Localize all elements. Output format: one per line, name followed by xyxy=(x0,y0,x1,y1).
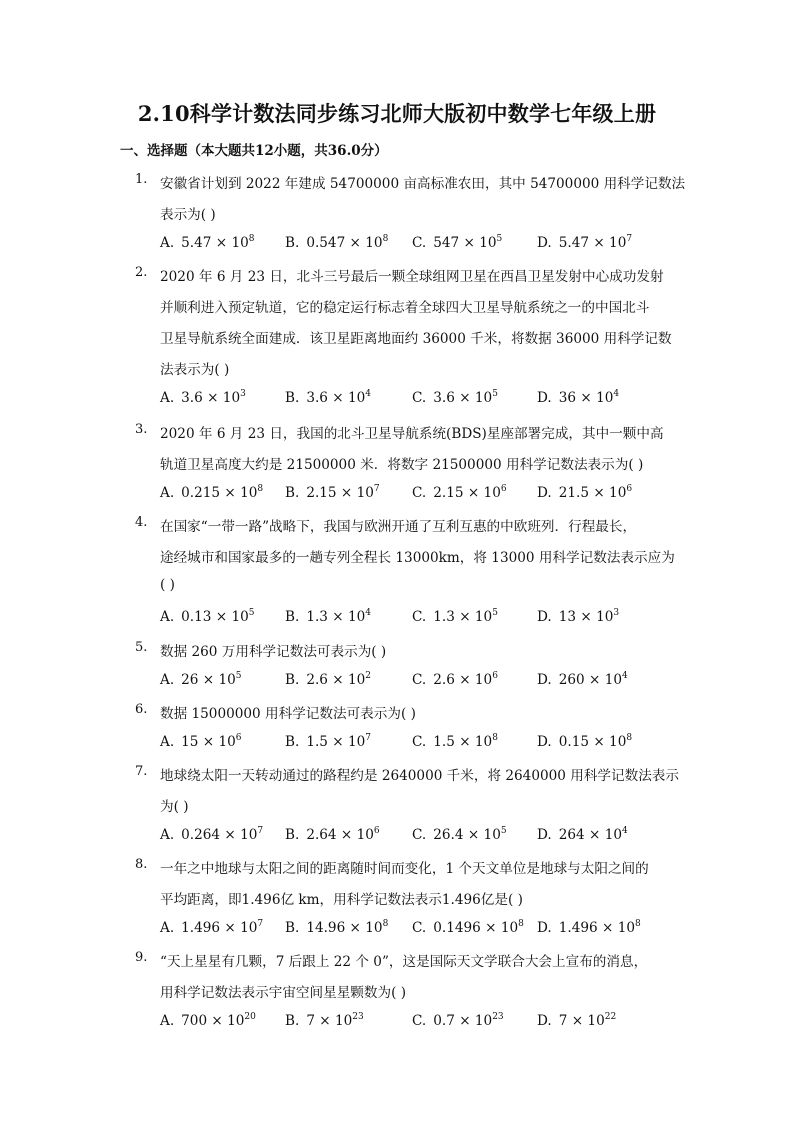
option-label: C. xyxy=(412,920,427,936)
option-exponent: 5 xyxy=(235,671,242,681)
answer-option-a[interactable] xyxy=(160,1012,256,1029)
option-label: B. xyxy=(285,390,300,406)
option-label: C. xyxy=(412,485,427,501)
question-number: 7. xyxy=(135,764,148,779)
question-number: 1. xyxy=(135,172,148,187)
answer-option-c[interactable] xyxy=(412,484,507,501)
question-text-line: 并顺利进入预定轨道，它的稳定运行标志着全球四大卫星导航系统之一的中国北斗 xyxy=(160,300,650,316)
question-text-line: 地球绕太阳一天转动通过的路程约是 2640000 千米，将 2640000 用科学记数法表示 xyxy=(160,768,679,784)
question-item xyxy=(135,950,675,1043)
answer-option-c[interactable] xyxy=(412,608,498,625)
answer-option-c[interactable] xyxy=(412,1012,504,1029)
answer-option-c[interactable] xyxy=(412,919,524,936)
answer-option-b[interactable] xyxy=(285,389,371,406)
question-text-line: 数据 260 万用科学记数法可表示为( ) xyxy=(160,644,387,660)
question-text-line: 安徽省计划到 2022 年建成 54700000 亩高标准农田，其中 54700000 用科学记数法 xyxy=(160,176,686,192)
answer-option-a[interactable] xyxy=(160,234,254,251)
option-label: B. xyxy=(285,1013,300,1029)
option-exponent: 8 xyxy=(626,733,633,743)
option-label: C. xyxy=(412,672,427,688)
option-label: A. xyxy=(160,920,175,936)
option-value: 1.496 × 10 xyxy=(558,920,635,936)
question-item xyxy=(135,640,675,702)
option-value: 3.6 × 10 xyxy=(433,390,493,406)
answer-option-d[interactable] xyxy=(537,1012,616,1029)
question-text-line: 2020 年 6 月 23 日，北斗三号最后一颗全球组网卫星在西昌卫星发射中心成功发射 xyxy=(160,269,664,285)
option-exponent: 3 xyxy=(240,389,246,399)
option-label: A. xyxy=(160,827,175,843)
option-exponent: 7 xyxy=(257,919,264,929)
question-text-line: 用科学记数法表示宇宙空间星星颗数为( ) xyxy=(160,985,407,1001)
answer-option-a[interactable] xyxy=(160,389,246,406)
option-label: D. xyxy=(537,235,552,251)
option-exponent: 5 xyxy=(248,608,255,618)
answer-option-a[interactable] xyxy=(160,919,263,936)
option-exponent: 23 xyxy=(492,1012,504,1022)
option-exponent: 4 xyxy=(622,671,628,681)
question-text-line: 途经城市和国家最多的一趟专列全程长 13000km，将 13000 用科学记数法表示应为 xyxy=(160,550,675,566)
option-exponent: 6 xyxy=(492,671,498,681)
option-value: 26 × 10 xyxy=(181,672,236,688)
option-label: C. xyxy=(412,734,427,750)
option-label: A. xyxy=(160,672,175,688)
option-value: 26.4 × 10 xyxy=(433,827,501,843)
question-text-line: “天上星星有几颗，7 后跟上 22 个 0”，这是国际天文学联合大会上宣布的消息， xyxy=(160,954,648,970)
answer-option-b[interactable] xyxy=(285,919,388,936)
answer-option-c[interactable] xyxy=(412,671,498,688)
option-value: 14.96 × 10 xyxy=(306,920,383,936)
answer-option-b[interactable] xyxy=(285,234,388,251)
option-label: A. xyxy=(160,609,175,625)
option-value: 15 × 10 xyxy=(181,734,236,750)
option-value: 0.264 × 10 xyxy=(181,827,258,843)
option-exponent: 8 xyxy=(248,234,255,244)
option-label: B. xyxy=(285,485,300,501)
answer-option-b[interactable] xyxy=(285,608,371,625)
option-label: A. xyxy=(160,390,175,406)
option-value: 0.547 × 10 xyxy=(306,235,383,251)
option-exponent: 8 xyxy=(492,733,498,743)
answer-option-d[interactable] xyxy=(537,234,632,251)
option-value: 1.5 × 10 xyxy=(433,734,493,750)
option-value: 7 × 10 xyxy=(306,1013,353,1029)
option-exponent: 5 xyxy=(492,389,498,399)
question-text-line: 法表示为( ) xyxy=(160,362,230,378)
option-label: B. xyxy=(285,734,300,750)
option-label: C. xyxy=(412,390,427,406)
option-exponent: 4 xyxy=(365,608,371,618)
question-number: 8. xyxy=(135,857,148,872)
question-number: 2. xyxy=(135,265,148,280)
option-exponent: 22 xyxy=(604,1012,617,1022)
option-exponent: 8 xyxy=(635,919,641,929)
option-exponent: 3 xyxy=(613,608,620,618)
option-exponent: 7 xyxy=(373,484,380,494)
option-label: D. xyxy=(537,920,552,936)
option-exponent: 7 xyxy=(626,234,633,244)
answer-option-c[interactable] xyxy=(412,826,507,843)
answer-option-b[interactable] xyxy=(285,1012,364,1029)
option-label: D. xyxy=(537,1013,552,1029)
option-label: B. xyxy=(285,672,300,688)
option-label: D. xyxy=(537,390,552,406)
question-number: 3. xyxy=(135,422,148,437)
option-label: B. xyxy=(285,235,300,251)
option-value: 700 × 10 xyxy=(181,1013,245,1029)
answer-option-a[interactable] xyxy=(160,484,263,501)
option-exponent: 5 xyxy=(500,826,507,836)
question-item xyxy=(135,515,675,639)
option-value: 1.3 × 10 xyxy=(433,609,493,625)
option-value: 260 × 10 xyxy=(558,672,623,688)
option-exponent: 8 xyxy=(382,234,389,244)
answer-option-a[interactable] xyxy=(160,608,254,625)
option-value: 2.15 × 10 xyxy=(433,485,501,501)
answer-option-a[interactable] xyxy=(160,733,242,750)
option-value: 0.7 × 10 xyxy=(433,1013,493,1029)
option-label: A. xyxy=(160,734,175,750)
question-item xyxy=(135,702,675,764)
question-text-line: 卫星导航系统全面建成．该卫星距离地面约 36000 千米，将数据 36000 用科学记数 xyxy=(160,331,672,347)
option-exponent: 6 xyxy=(500,484,507,494)
question-number: 6. xyxy=(135,702,148,717)
option-label: A. xyxy=(160,1013,175,1029)
question-number: 9. xyxy=(135,950,148,965)
option-exponent: 4 xyxy=(613,389,620,399)
answer-option-a[interactable] xyxy=(160,826,263,843)
option-value: 547 × 10 xyxy=(433,235,497,251)
option-label: B. xyxy=(285,827,300,843)
question-item xyxy=(135,172,686,265)
question-text-line: 平均距离，即1.496亿 km，用科学记数法表示1.496亿是( ) xyxy=(160,892,523,908)
answer-option-d[interactable] xyxy=(537,608,619,625)
option-exponent: 4 xyxy=(365,389,371,399)
option-value: 5.47 × 10 xyxy=(558,235,627,251)
option-exponent: 4 xyxy=(622,826,628,836)
option-value: 264 × 10 xyxy=(558,827,623,843)
question-text-line: 轨道卫星高度大约是 21500000 米．将数字 21500000 用科学记数法表示为( ) xyxy=(160,457,644,473)
option-value: 7 × 10 xyxy=(558,1013,605,1029)
question-text-line: 一年之中地球与太阳之间的距离随时间而变化，1 个天文单位是地球与太阳之间的 xyxy=(160,861,649,877)
option-label: B. xyxy=(285,920,300,936)
answer-option-d[interactable] xyxy=(537,484,632,501)
option-exponent: 2 xyxy=(365,671,371,681)
option-value: 0.1496 × 10 xyxy=(433,920,519,936)
option-label: C. xyxy=(412,827,427,843)
option-value: 13 × 10 xyxy=(558,609,614,625)
answer-option-d[interactable] xyxy=(537,671,628,688)
option-value: 21.5 × 10 xyxy=(558,485,627,501)
option-value: 0.215 × 10 xyxy=(181,485,258,501)
option-value: 0.15 × 10 xyxy=(558,734,627,750)
answer-option-b[interactable] xyxy=(285,733,371,750)
option-exponent: 20 xyxy=(244,1012,256,1022)
option-label: D. xyxy=(537,734,552,750)
option-exponent: 8 xyxy=(257,484,264,494)
option-label: A. xyxy=(160,485,175,501)
answer-option-b[interactable] xyxy=(285,671,371,688)
option-label: D. xyxy=(537,609,552,625)
option-exponent: 8 xyxy=(382,919,389,929)
question-number: 5. xyxy=(135,640,148,655)
answer-option-d[interactable] xyxy=(537,733,632,750)
option-exponent: 6 xyxy=(235,733,242,743)
option-value: 36 × 10 xyxy=(558,390,614,406)
answer-option-c[interactable] xyxy=(412,733,498,750)
option-label: D. xyxy=(537,672,552,688)
option-value: 2.15 × 10 xyxy=(306,485,374,501)
option-value: 3.6 × 10 xyxy=(306,390,366,406)
question-item xyxy=(135,857,675,950)
answer-option-d[interactable] xyxy=(537,919,641,936)
option-value: 1.3 × 10 xyxy=(306,609,366,625)
option-label: C. xyxy=(412,1013,427,1029)
question-number: 4. xyxy=(135,515,148,530)
option-label: C. xyxy=(412,609,427,625)
option-value: 5.47 × 10 xyxy=(181,235,249,251)
question-text-line: 2020 年 6 月 23 日，我国的北斗卫星导航系统(BDS)星座部署完成，其中一颗中高 xyxy=(160,426,664,442)
option-label: D. xyxy=(537,485,552,501)
option-value: 2.6 × 10 xyxy=(433,672,493,688)
answer-option-c[interactable] xyxy=(412,389,498,406)
section-heading: 一、选择题（本大题共12小题，共36.0分） xyxy=(120,143,388,159)
option-value: 1.5 × 10 xyxy=(306,734,366,750)
answer-option-c[interactable] xyxy=(412,234,502,251)
question-text-line: 在国家“一带一路”战略下，我国与欧洲开通了互利互惠的中欧班列．行程最长， xyxy=(160,519,637,535)
document-title: 2.10科学计数法同步练习北师大版初中数学七年级上册 xyxy=(137,101,657,126)
question-text-line: 数据 15000000 用科学记数法可表示为( ) xyxy=(160,706,416,722)
option-exponent: 6 xyxy=(626,484,633,494)
option-value: 1.496 × 10 xyxy=(181,920,258,936)
question-item xyxy=(135,764,679,857)
option-value: 0.13 × 10 xyxy=(181,609,249,625)
option-exponent: 8 xyxy=(518,919,524,929)
option-value: 3.6 × 10 xyxy=(181,390,241,406)
answer-option-d[interactable] xyxy=(537,826,628,843)
option-label: D. xyxy=(537,827,552,843)
answer-option-d[interactable] xyxy=(537,389,619,406)
option-exponent: 6 xyxy=(373,826,380,836)
option-exponent: 23 xyxy=(352,1012,364,1022)
option-label: B. xyxy=(285,609,300,625)
question-text-line: 表示为( ) xyxy=(160,207,216,223)
question-item xyxy=(135,265,675,420)
option-value: 2.64 × 10 xyxy=(306,827,374,843)
option-exponent: 5 xyxy=(496,234,503,244)
question-item xyxy=(135,422,675,515)
answer-option-b[interactable] xyxy=(285,484,380,501)
option-exponent: 7 xyxy=(365,733,371,743)
answer-option-a[interactable] xyxy=(160,671,242,688)
option-value: 2.6 × 10 xyxy=(306,672,366,688)
option-exponent: 7 xyxy=(257,826,264,836)
question-text-line: 为( ) xyxy=(160,799,189,815)
option-label: C. xyxy=(412,235,427,251)
question-text-line: ( ) xyxy=(160,577,175,593)
answer-option-b[interactable] xyxy=(285,826,380,843)
option-exponent: 5 xyxy=(492,608,498,618)
option-label: A. xyxy=(160,235,175,251)
